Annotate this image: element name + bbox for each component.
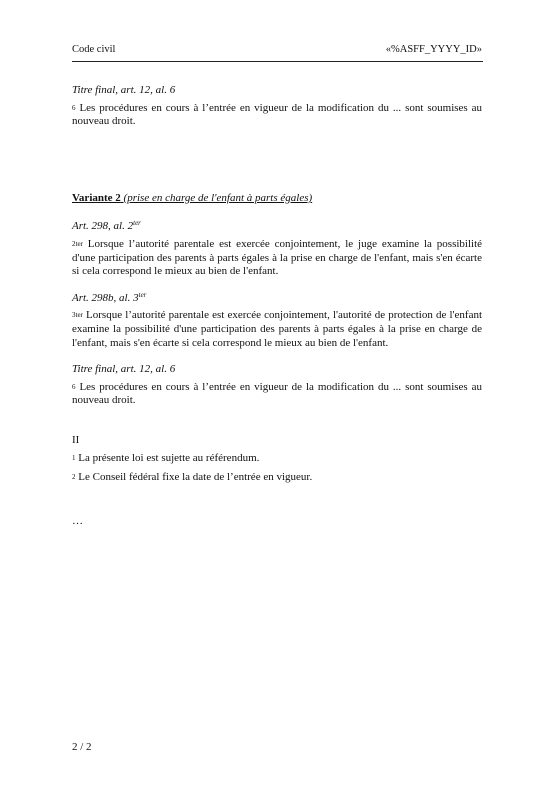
- section-heading-titre-final-2: Titre final, art. 12, al. 6: [72, 363, 176, 376]
- spacer: [72, 350, 482, 363]
- paragraph-text: Lorsque l’autorité parentale est exercée conjointement, le juge examine la possibilité d'une participation des parents à parts égales à la prise en charge de l'enfant, mais s'en écarte si cela correspond le mieux au bien de l'enfant.: [72, 237, 483, 278]
- paragraph-art-298b: [72, 309, 482, 350]
- variant-label: Variante 2: [72, 191, 121, 204]
- paragraph-number: 2ter: [72, 239, 83, 248]
- paragraph-text: Les procédures en cours à l’entrée en vigueur de la modification du ... sont soumises au nouveau droit.: [72, 380, 482, 407]
- section-heading-titre-final-1: Titre final, art. 12, al. 6: [72, 84, 176, 96]
- paragraph-titre-final-2: [72, 381, 482, 408]
- paragraph-titre-final-1: [72, 102, 482, 129]
- page-number: 2 / 2: [72, 741, 92, 753]
- paragraph-number: 6: [72, 382, 76, 391]
- paragraph-art-298: [72, 238, 482, 279]
- section-heading-art-298b: [72, 292, 482, 306]
- section-heading-art-298: [72, 220, 482, 234]
- header-left-title: Code civil: [72, 44, 116, 55]
- spacer: [72, 408, 482, 434]
- spacer: [72, 491, 482, 515]
- spacer: [72, 279, 482, 292]
- paragraph-number: 3ter: [72, 311, 83, 320]
- variant-heading: [72, 192, 482, 206]
- spacer: [72, 129, 482, 192]
- header-right-id: «%ASFF_YYYY_ID»: [385, 44, 482, 55]
- heading-text: Art. 298b, al. 3: [72, 291, 139, 304]
- header-rule: [72, 61, 483, 62]
- paragraph-number: 6: [72, 103, 76, 112]
- list-item: [72, 471, 482, 485]
- item-text: La présente loi est sujette au référendum.: [78, 451, 260, 464]
- heading-text: Art. 298, al. 2: [72, 220, 134, 233]
- variant-description: (prise en charge de l'enfant à parts égales): [123, 191, 313, 204]
- part-ii-title: II: [72, 433, 80, 446]
- document-body: [72, 84, 482, 528]
- paragraph-text: Lorsque l’autorité parentale est exercée conjointement, l'autorité de protection de l'enfant examine la possibilité d'une participation des parents à parts égales à la prise en charge de l'enfant, mais s'en écarte si cela correspond le mieux au bien de l'enfant.: [72, 309, 483, 349]
- heading-sup: ter: [138, 290, 147, 299]
- item-number: 2: [72, 473, 76, 482]
- item-text: Le Conseil fédéral fixe la date de l’entrée en vigueur.: [78, 471, 313, 484]
- heading-sup: ter: [133, 219, 141, 228]
- item-number: 1: [72, 453, 76, 462]
- ellipsis: …: [72, 514, 83, 527]
- paragraph-text: Les procédures en cours à l’entrée en vigueur de la modification du ... sont soumises au nouveau droit.: [72, 101, 482, 128]
- part-ii-list: [72, 452, 482, 485]
- list-item: [72, 452, 482, 466]
